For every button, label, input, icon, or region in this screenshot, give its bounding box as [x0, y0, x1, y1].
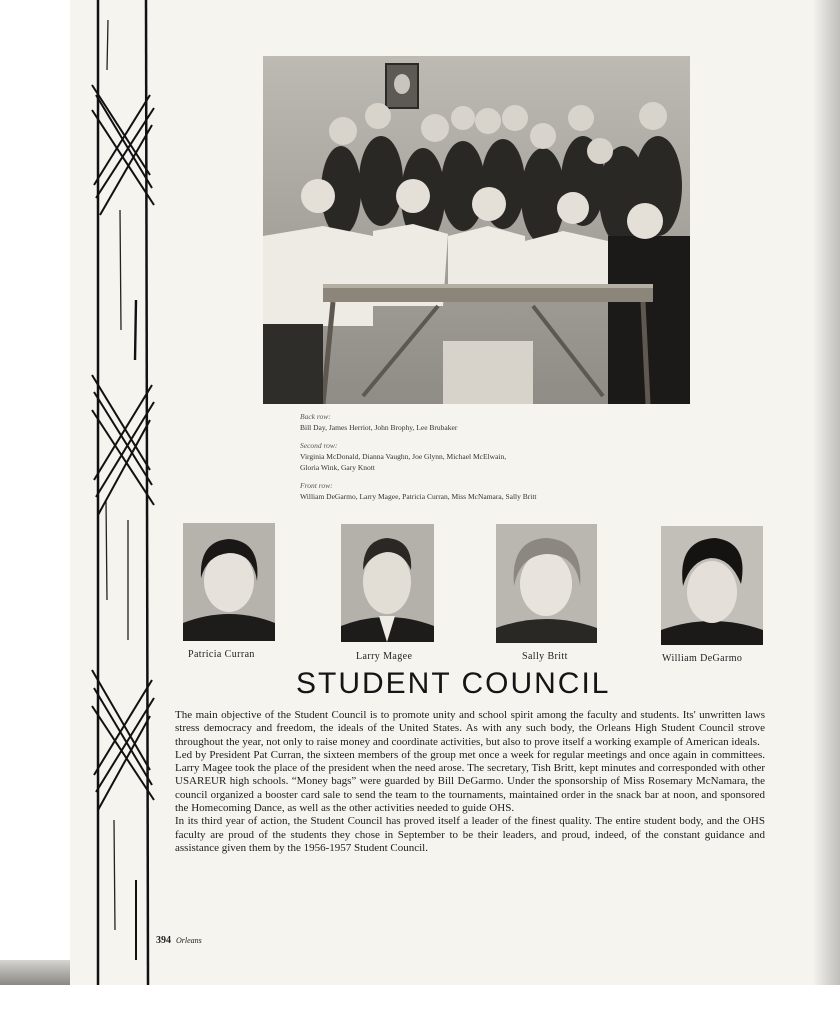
caption-names-front: William DeGarmo, Larry Magee, Patricia Curran, Miss McNamara, Sally Britt: [300, 492, 537, 501]
page-number: 394: [156, 935, 171, 946]
group-photo: [263, 56, 690, 404]
page-title: STUDENT COUNCIL: [296, 667, 611, 700]
portrait-photo: [661, 526, 763, 645]
article-body: [175, 709, 765, 855]
book-name: Orleans: [176, 936, 202, 945]
page-edge: [0, 960, 70, 985]
portrait-photo: [496, 524, 597, 643]
portrait-name: Sally Britt: [522, 651, 568, 662]
yearbook-page: [70, 0, 840, 985]
portrait-photo: [183, 523, 275, 641]
portrait-name: Larry Magee: [356, 651, 413, 662]
paragraph: Led by President Pat Curran, the sixteen members of the group met once a week for regular meetings and once again in committees. Larry Magee took the place of the president when the need arose. The secretary, Tish Britt, kept minutes and corresponded with other USAREUR high schools. “Money bags” were guarded by Bill DeGarmo. Under the sponsorship of Miss Rosemary McNamara, the council organized a booster card sale to send the team to the tournaments, maintained order in the snack bar at noon, and sponsored the Homecoming Dance, as well as the other activities needed to guide OHS.: [175, 748, 765, 815]
paragraph: In its third year of action, the Student Council has proved itself a leader of the finest quality. The entire student body, and the OHS faculty are proud of the students they chose in September to be their leaders, and proud, indeed, of the constant guidance and assistance given them by the 1956-1957 Student Council.: [175, 815, 765, 854]
photo-caption: [300, 411, 660, 502]
caption-heading-second: Second row:: [300, 441, 338, 450]
caption-heading-back: Back row:: [300, 412, 331, 421]
portrait-name: Patricia Curran: [188, 649, 255, 660]
page-footer: [156, 935, 202, 946]
portrait-name: William DeGarmo: [662, 653, 743, 664]
decorative-pole: [70, 0, 160, 985]
caption-heading-front: Front row:: [300, 481, 333, 490]
paragraph: The main objective of the Student Council is to promote unity and school spirit among the faculty and students. Its' unwritten laws stress democracy and freedom, the ideals of the United States. As with any such body, the Orleans High Student Council strove throughout the year, not only to raise money and coordinate activities, but also to prove itself a working example of American ideals.: [175, 709, 765, 748]
caption-names-second: Virginia McDonald, Dianna Vaughn, Joe Glynn, Michael McElwain,: [300, 452, 507, 461]
portrait-photo: [341, 524, 434, 642]
caption-names-back: Bill Day, James Herriot, John Brophy, Lee Brubaker: [300, 423, 458, 432]
caption-names-second-cont: Gloria Wink, Gary Knott: [300, 463, 375, 472]
gutter-shadow: [812, 0, 840, 985]
